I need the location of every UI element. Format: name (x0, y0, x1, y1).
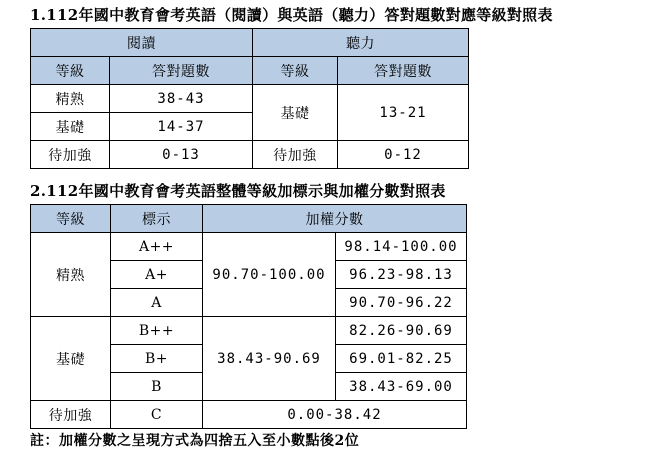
listening-level-header: 等級 (253, 57, 338, 85)
mark-range-cell: 38.43-69.00 (336, 373, 467, 401)
listening-range-cell: 0-12 (338, 141, 469, 169)
reading-header: 閱讀 (31, 29, 253, 57)
level-range-cell: 0.00-38.42 (203, 401, 467, 429)
weighted-score-table (30, 204, 467, 429)
listening-header: 聽力 (253, 29, 469, 57)
mark-cell: B++ (111, 317, 203, 345)
mark-cell: B+ (111, 345, 203, 373)
weighted-score-header: 加權分數 (203, 205, 467, 233)
reading-level-cell: 基礎 (31, 113, 110, 141)
level-cell: 待加強 (31, 401, 111, 429)
mark-range-cell: 90.70-96.22 (336, 289, 467, 317)
reading-count-header: 答對題數 (110, 57, 253, 85)
section2-title: 2.112年國中教育會考英語整體等級加標示與加權分數對照表 (30, 182, 446, 200)
level-range-cell: 38.43-90.69 (203, 317, 336, 401)
listening-count-header: 答對題數 (338, 57, 469, 85)
section1-title: 1.112年國中教育會考英語（閱讀）與英語（聽力）答對題數對應等級對照表 (30, 6, 553, 24)
listening-level-cell: 待加強 (253, 141, 338, 169)
reading-range-cell: 0-13 (110, 141, 253, 169)
reading-level-cell: 精熟 (31, 85, 110, 113)
mark-range-cell: 96.23-98.13 (336, 261, 467, 289)
reading-listening-table (30, 28, 469, 169)
level-range-cell: 90.70-100.00 (203, 233, 336, 317)
footnote: 註：加權分數之呈現方式為四捨五入至小數點後2位 (30, 433, 360, 449)
listening-range-cell: 13-21 (338, 85, 469, 141)
reading-range-cell: 14-37 (110, 113, 253, 141)
mark-range-cell: 98.14-100.00 (336, 233, 467, 261)
mark-cell: A++ (111, 233, 203, 261)
mark-header: 標示 (111, 205, 203, 233)
level-header: 等級 (31, 205, 111, 233)
reading-range-cell: 38-43 (110, 85, 253, 113)
listening-level-cell: 基礎 (253, 85, 338, 141)
mark-cell: A (111, 289, 203, 317)
mark-cell: C (111, 401, 203, 429)
level-cell: 基礎 (31, 317, 111, 401)
reading-level-cell: 待加強 (31, 141, 110, 169)
mark-cell: B (111, 373, 203, 401)
reading-level-header: 等級 (31, 57, 110, 85)
mark-cell: A+ (111, 261, 203, 289)
mark-range-cell: 82.26-90.69 (336, 317, 467, 345)
mark-range-cell: 69.01-82.25 (336, 345, 467, 373)
level-cell: 精熟 (31, 233, 111, 317)
